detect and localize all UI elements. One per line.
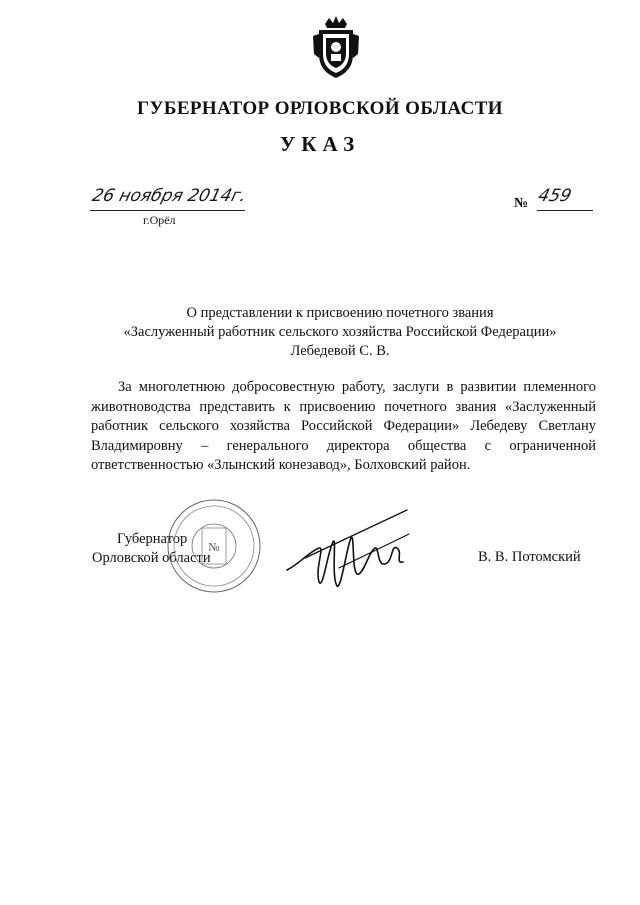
issue-city: г.Орёл xyxy=(143,213,176,227)
body-line: животноводства представить к присвоению почетного звания «Заслуженный xyxy=(91,398,596,415)
body-line: Владимировну – генерального директора общества с ограниченной xyxy=(91,437,596,454)
signer-position-line: Орловской области xyxy=(92,550,211,566)
handwritten-number: 459 xyxy=(536,186,574,206)
stamp-number-sign: № xyxy=(208,540,220,554)
body-line: работник сельского хозяйства Российской Федерации» Лебедеву Светлану xyxy=(91,418,596,434)
subject-line: Лебедевой С. В. xyxy=(290,343,390,359)
body-line: За многолетнюю добросовестную работу, заслуги в развитии племенного xyxy=(118,379,596,395)
coat-of-arms-emblem xyxy=(311,14,361,80)
document-type-title: УКАЗ xyxy=(279,132,361,156)
number-underline xyxy=(537,210,593,211)
decree-body xyxy=(91,378,596,476)
subject-line: О представлении к присвоению почетного звания xyxy=(186,305,494,321)
official-stamp xyxy=(166,498,262,594)
number-label: № xyxy=(514,196,529,211)
subject-line: «Заслуженный работник сельского хозяйства Российской Федерации» xyxy=(123,324,557,340)
issuer-title: ГУБЕРНАТОР ОРЛОВСКОЙ ОБЛАСТИ xyxy=(137,98,503,119)
handwritten-signature xyxy=(285,508,415,592)
signer-name: В. В. Потомский xyxy=(478,549,581,565)
handwritten-date: 26 ноября 2014г. xyxy=(90,186,249,206)
date-underline xyxy=(90,210,245,211)
signer-position-line: Губернатор xyxy=(117,531,188,547)
body-line: ответственностью «Злынский конезавод», Болховский район. xyxy=(91,457,471,473)
document-subject xyxy=(80,304,600,361)
